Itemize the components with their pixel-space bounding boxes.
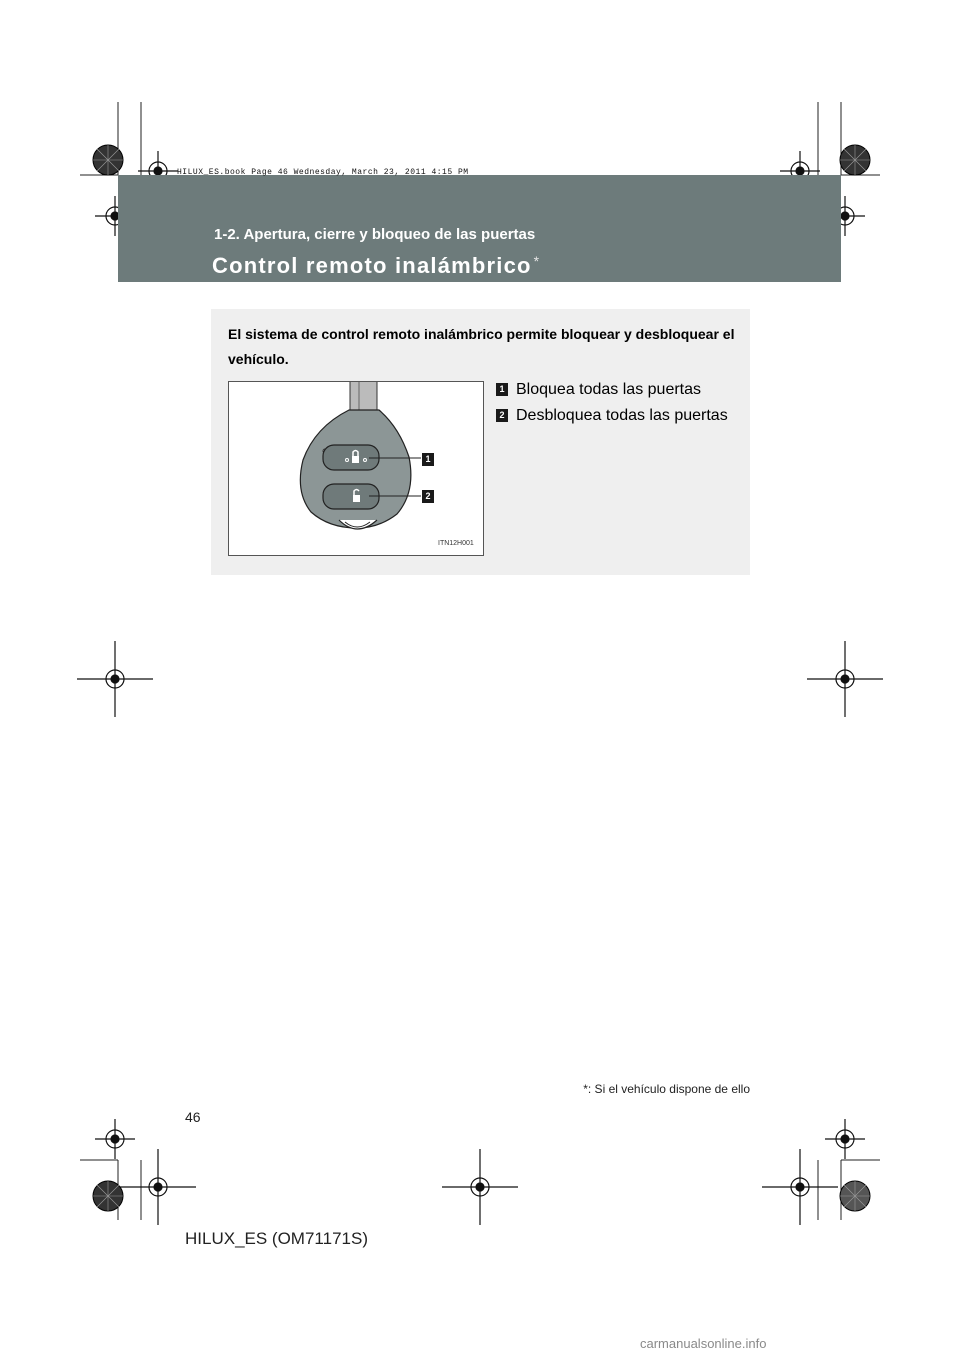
- section-label: 1-2. Apertura, cierre y bloqueo de las puertas: [214, 226, 536, 243]
- footnote-text: : Si el vehículo dispone de ello: [587, 1082, 750, 1096]
- figure-code: ITN12H001: [438, 540, 474, 547]
- page-title: [212, 253, 540, 279]
- page-number: 46: [185, 1109, 201, 1125]
- legend-number-badge: 2: [496, 409, 508, 422]
- callout-badge: 1: [422, 453, 434, 466]
- footnote: [500, 1082, 750, 1096]
- page-title-text: Control remoto inalámbrico: [212, 253, 532, 278]
- key-fob-illustration: [229, 382, 485, 557]
- intro-text: El sistema de control remoto inalámbrico permite bloquear y desbloquear el vehículo.: [228, 326, 735, 367]
- legend-number-badge: 1: [496, 383, 508, 396]
- document-code: HILUX_ES (OM71171S): [185, 1229, 368, 1248]
- legend-text: Desbloquea todas las puertas: [516, 407, 728, 424]
- legend-text: Bloquea todas las puertas: [516, 381, 702, 398]
- key-fob-figure: [228, 381, 484, 556]
- callout-badge: 2: [422, 490, 434, 503]
- title-asterisk: *: [533, 253, 541, 269]
- watermark: carmanualsonline.info: [640, 1336, 767, 1351]
- footnote-asterisk: *: [583, 1082, 588, 1096]
- file-stamp: HILUX_ES.book Page 46 Wednesday, March 23, 2011 4:15 PM: [177, 168, 469, 177]
